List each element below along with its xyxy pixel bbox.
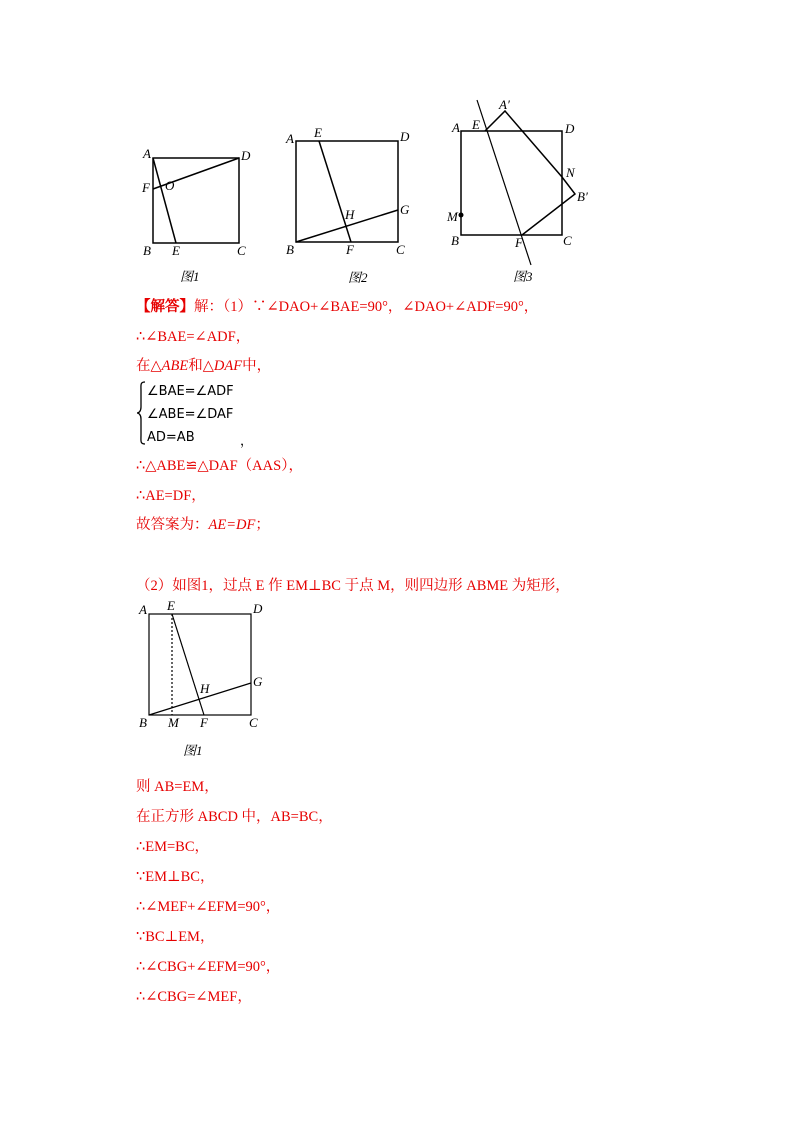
answer-line-5: ∴AE=DF， bbox=[136, 488, 206, 504]
label-b: B bbox=[139, 715, 147, 730]
label-c: C bbox=[237, 243, 246, 258]
text-segment: 在△ bbox=[136, 358, 162, 374]
label-m: M bbox=[168, 715, 179, 730]
system-eq-1: ∠BAE=∠ADF bbox=[147, 384, 234, 399]
system-tail: ， bbox=[240, 434, 254, 449]
label-c: C bbox=[563, 233, 572, 248]
step-3: ∴EM=BC， bbox=[136, 839, 209, 855]
label-a: A bbox=[286, 131, 294, 146]
text-segment: 故答案为： bbox=[136, 517, 209, 533]
figure-2 bbox=[282, 125, 422, 290]
step-4: ∵EM⊥BC， bbox=[136, 869, 215, 885]
caption-fig3: 图3 bbox=[513, 269, 533, 284]
label-g: G bbox=[253, 674, 263, 689]
answer-equation: AE=DF bbox=[208, 517, 256, 533]
answer-line-4: ∴△ABE≌△DAF（AAS）， bbox=[136, 458, 303, 474]
square-abcd bbox=[153, 158, 239, 243]
label-b-prime: B′ bbox=[577, 189, 588, 204]
step-1: 则 AB=EM， bbox=[136, 779, 219, 795]
text-segment: ； bbox=[255, 517, 270, 533]
step-5: ∴∠MEF+∠EFM=90°， bbox=[136, 899, 281, 915]
label-d: D bbox=[400, 129, 410, 144]
label-b: B bbox=[451, 233, 459, 248]
label-e: E bbox=[172, 243, 180, 258]
step-2: 在正方形 ABCD 中，AB=BC， bbox=[136, 809, 333, 825]
answer-line-3 bbox=[136, 356, 271, 376]
label-m: M bbox=[447, 209, 458, 224]
label-c: C bbox=[396, 242, 405, 257]
label-c: C bbox=[249, 715, 258, 730]
label-b: B bbox=[286, 242, 294, 257]
answer-line-1 bbox=[136, 297, 538, 317]
label-e: E bbox=[167, 598, 175, 613]
label-d: D bbox=[253, 601, 263, 616]
label-a: A bbox=[452, 120, 460, 135]
caption-fig2: 图2 bbox=[348, 270, 368, 285]
label-g: G bbox=[400, 202, 410, 217]
label-a: A bbox=[139, 602, 147, 617]
answer-part-2: （2）如图1，过点 E 作 EM⊥BC 于点 M，则四边形 ABME 为矩形， bbox=[136, 578, 570, 594]
triangle-daf: DAF bbox=[213, 358, 243, 374]
step-8: ∴∠CBG=∠MEF， bbox=[136, 989, 252, 1005]
square-abcd bbox=[296, 141, 398, 242]
square-abcd bbox=[149, 614, 251, 715]
point-m bbox=[459, 213, 464, 218]
answer-line-6 bbox=[136, 515, 270, 535]
caption-fig1: 图1 bbox=[180, 269, 200, 284]
system-eq-2: ∠ABE=∠DAF bbox=[147, 407, 234, 422]
label-h: H bbox=[345, 207, 355, 222]
system-eq-3: AD=AB bbox=[147, 430, 195, 445]
text-segment: 中， bbox=[242, 358, 272, 374]
caption-fig4: 图1 bbox=[183, 743, 203, 758]
segment-ae bbox=[153, 158, 176, 243]
text-segment: 和△ bbox=[188, 358, 214, 374]
label-h: H bbox=[200, 681, 210, 696]
step-6: ∵BC⊥EM， bbox=[136, 929, 215, 945]
label-o: O bbox=[165, 178, 175, 193]
answer-text-1: 解：（1）∵∠DAO+∠BAE=90°，∠DAO+∠ADF=90°， bbox=[194, 299, 539, 315]
label-f: F bbox=[346, 242, 354, 257]
label-e: E bbox=[472, 117, 480, 132]
label-a-prime: A′ bbox=[499, 97, 510, 112]
figure-3 bbox=[445, 95, 605, 290]
label-a: A bbox=[143, 146, 151, 161]
label-b: B bbox=[143, 243, 151, 258]
equation-system-brace bbox=[136, 381, 146, 445]
label-n: N bbox=[566, 165, 575, 180]
step-7: ∴∠CBG+∠EFM=90°， bbox=[136, 959, 281, 975]
label-f: F bbox=[200, 715, 208, 730]
figure-1 bbox=[140, 145, 260, 290]
answer-heading: 【解答】 bbox=[136, 299, 194, 315]
square-abcd bbox=[461, 131, 562, 235]
answer-line-2: ∴∠BAE=∠ADF， bbox=[136, 329, 251, 345]
figure-4 bbox=[135, 598, 275, 763]
label-f: F bbox=[515, 235, 523, 250]
triangle-abe: ABE bbox=[161, 358, 189, 374]
label-e: E bbox=[314, 125, 322, 140]
label-d: D bbox=[241, 148, 251, 163]
label-d: D bbox=[565, 121, 575, 136]
label-f: F bbox=[142, 180, 150, 195]
